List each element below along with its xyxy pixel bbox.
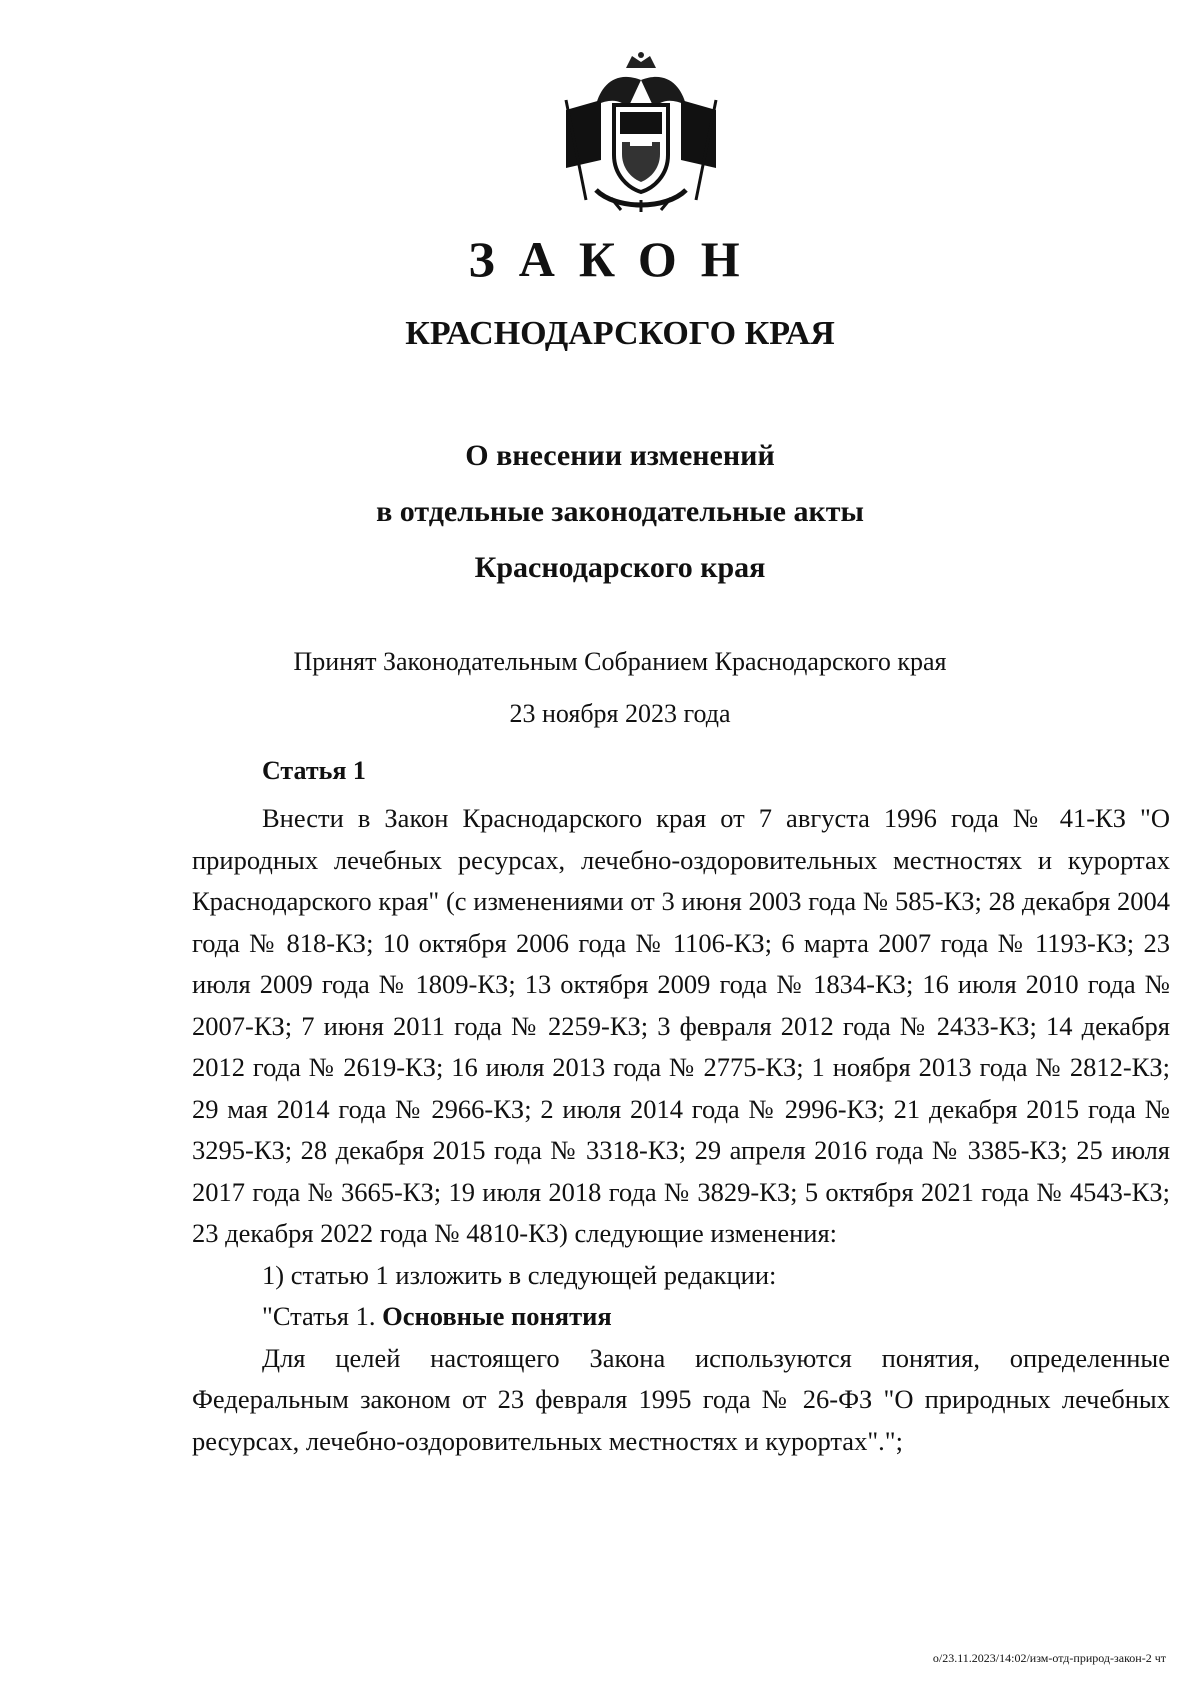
footer-code: o/23.11.2023/14:02/изм-отд-природ-закон-2 чт — [932, 1651, 1166, 1665]
title-line: в отдельные законодательные акты — [376, 495, 864, 528]
article-intro: Внести в Закон Краснодарского края от 7 августа 1996 года № 41-КЗ "О природных лечебных ресурсах, лечебно-оздоровительных местностях и курортах Краснодарского края" (с изменениями от 3 июня 2003 года № 585-КЗ; 28 декабря 2004 года № 818-КЗ; 10 октября 2006 года № 1106-КЗ; 6 марта 2007 года № 1193-КЗ; 23 июля 2009 года № 1809-КЗ; 13 октября 2009 года № 1834-КЗ; 16 июля 2010 года № 2007-КЗ; 7 июня 2011 года № 2259-КЗ; 3 февраля 2012 года № 2433-КЗ; 14 декабря 2012 года № 2619-КЗ; 16 июля 2013 года № 2775-КЗ; 1 ноября 2013 года № 2812-КЗ; 29 мая 2014 года № 2966-КЗ; 2 июля 2014 года № 2996-КЗ; 21 декабря 2015 года № 3295-КЗ; 28 декабря 2015 года № 3318-КЗ; 29 апреля 2016 года № 3385-КЗ; 25 июля 2017 года № 3665-КЗ; 19 июля 2018 года № 3829-КЗ; 5 октября 2021 года № 4543-КЗ; 23 декабря 2022 года № 4810-КЗ) следующие изменения: — [192, 803, 1170, 1248]
article-body — [192, 798, 1170, 1462]
adopted-by: Принят Законодательным Собранием Краснодарского края — [293, 647, 947, 676]
title-line: Краснодарского края — [474, 551, 766, 584]
coat-of-arms-icon — [556, 50, 726, 212]
definition-paragraph: Для целей настоящего Закона используются понятия, определенные Федеральным законом от 23 февраля 1995 года № 26-ФЗ "О природных лечебных ресурсах, лечебно-оздоровительных местностях и курортах"."; — [192, 1342, 1170, 1456]
item-1: 1) статью 1 изложить в следующей редакции: — [262, 1259, 777, 1290]
title-line: О внесении изменений — [465, 439, 775, 472]
adopted-date: 23 ноября 2023 года — [509, 699, 731, 728]
quoted-article-title: Основные понятия — [382, 1301, 612, 1331]
law-title: ЗАКОН — [468, 231, 764, 287]
adoption-info — [0, 636, 1200, 740]
article-heading: Статья 1 — [262, 756, 366, 785]
region-title: КРАСНОДАРСКОГО КРАЯ — [405, 315, 835, 352]
quoted-article-prefix: "Статья 1. — [262, 1301, 383, 1331]
document-title — [0, 428, 1200, 596]
quoted-article-heading — [192, 1296, 1170, 1338]
